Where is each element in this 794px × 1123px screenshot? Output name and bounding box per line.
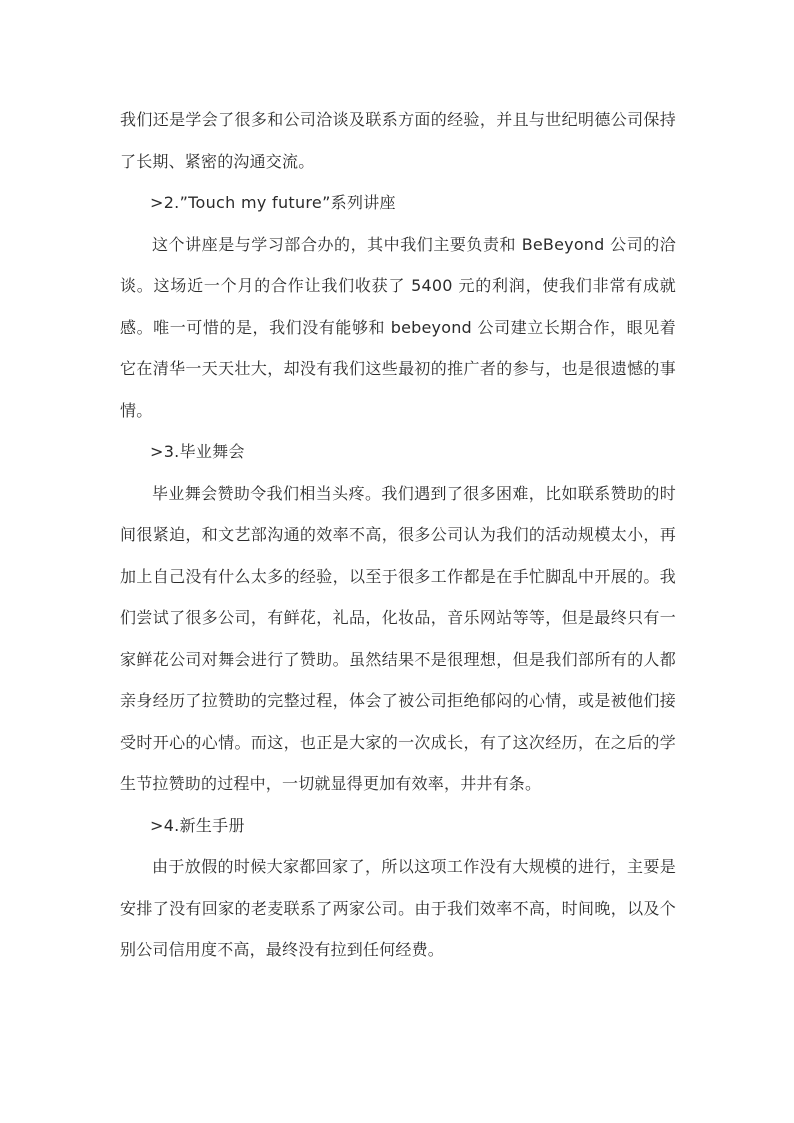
paragraph-lecture-series: 这个讲座是与学习部合办的，其中我们主要负责和 BeBeyond 公司的洽谈。这场近一个月的合作让我们收获了 5400 元的利润，使我们非常有成就感。唯一可惜的是，我们没有能够和 bebeyond 公司建立长期合作，眼见着它在清华一天天壮大，却没有我们这些最初的推广者的参与，也是很遗憾的事情。 [120, 234, 676, 420]
paragraph-graduation-ball: 毕业舞会赞助令我们相当头疼。我们遇到了很多困难，比如联系赞助的时间很紧迫，和文艺部沟通的效率不高，很多公司认为我们的活动规模太小，再加上自己没有什么太多的经验，以至于很多工作都是在手忙脚乱中开展的。我们尝试了很多公司，有鲜花，礼品，化妆品，音乐网站等等，但是最终只有一家鲜花公司对舞会进行了赞助。虽然结果不是很理想，但是我们部所有的人都亲身经历了拉赞助的完整过程，体会了被公司拒绝郁闷的心情，或是被他们接受时开心的心情。而这，也正是大家的一次成长，有了这次经历，在之后的学生节拉赞助的过程中，一切就显得更加有效率，井井有条。 [120, 483, 676, 793]
paragraph-freshman-handbook: 由于放假的时候大家都回家了，所以这项工作没有大规模的进行，主要是安排了没有回家的老麦联系了两家公司。由于我们效率不高，时间晚，以及个别公司信用度不高，最终没有拉到任何经费。 [120, 857, 676, 959]
section-heading-graduation-ball: >3.毕业舞会 [150, 442, 245, 461]
paragraph-intro: 我们还是学会了很多和公司洽谈及联系方面的经验，并且与世纪明德公司保持了长期、紧密的沟通交流。 [120, 110, 676, 171]
section-heading-lecture-series: >2.”Touch my future”系列讲座 [150, 193, 396, 212]
section-heading-freshman-handbook: >4.新生手册 [150, 815, 245, 835]
document-body [120, 99, 676, 971]
